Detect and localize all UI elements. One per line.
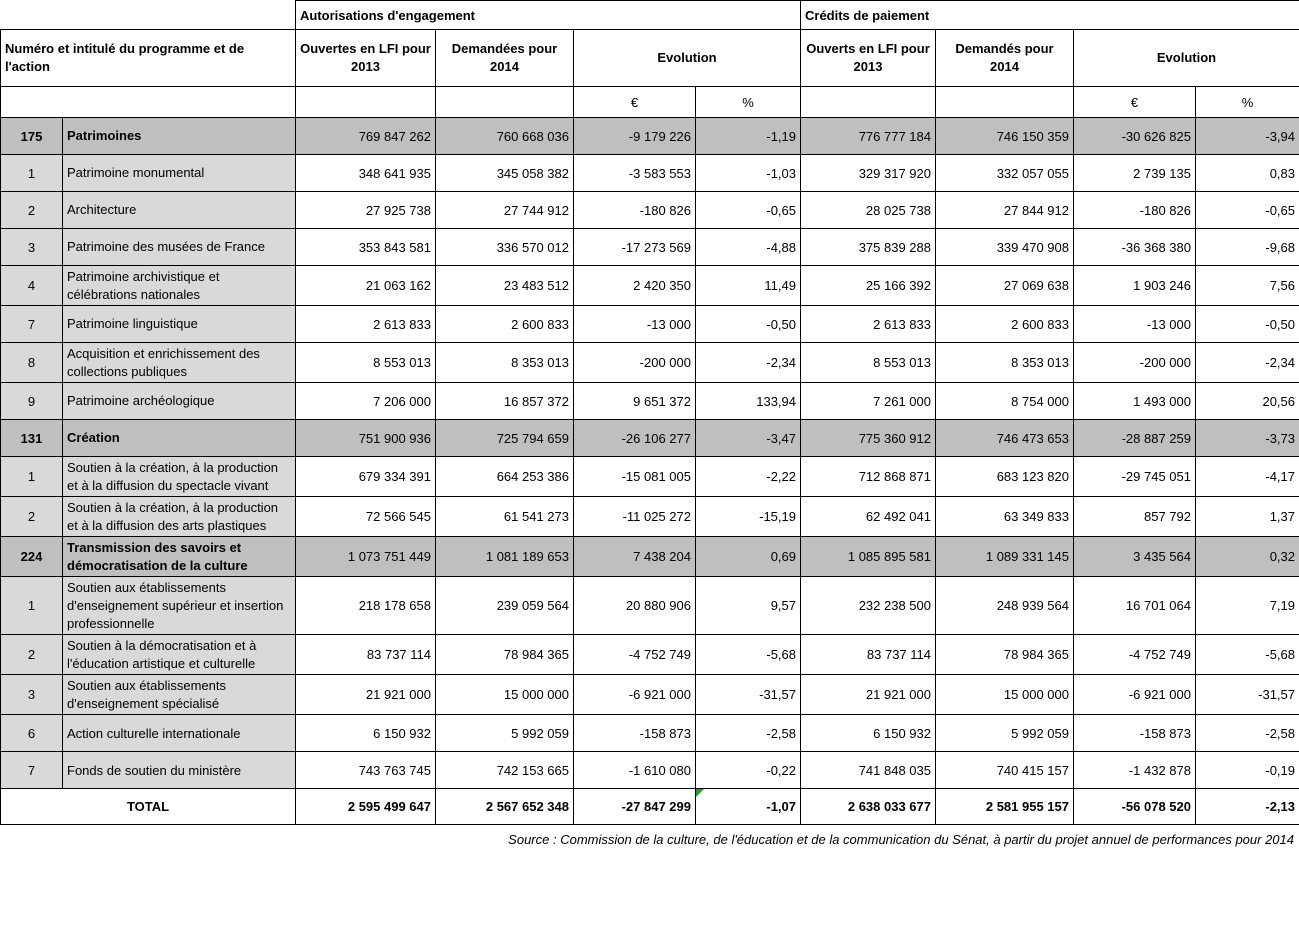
cp-evolution-euro: -1 432 878	[1074, 752, 1196, 789]
cp-evolution-percent: -0,19	[1196, 752, 1299, 789]
ae-demanded-2014: 23 483 512	[436, 266, 574, 306]
action-row	[1, 635, 1299, 675]
cp-evolution-euro: -180 826	[1074, 192, 1196, 229]
header-group-row	[1, 1, 1299, 30]
table-body	[1, 118, 1299, 789]
row-label: Soutien à la création, à la production et à la diffusion des arts plastiques	[63, 497, 296, 537]
ae-lfi-2013: 679 334 391	[296, 457, 436, 497]
ae-percent-header: %	[696, 87, 801, 118]
cp-lfi-header: Ouverts en LFI pour 2013	[801, 30, 936, 87]
ae-evolution-euro: -9 179 226	[574, 118, 696, 155]
row-label: Fonds de soutien du ministère	[63, 752, 296, 789]
action-row	[1, 752, 1299, 789]
ae-lfi-2013: 6 150 932	[296, 715, 436, 752]
ae-lfi-2013: 218 178 658	[296, 577, 436, 635]
row-label: Architecture	[63, 192, 296, 229]
cp-demanded-2014: 2 600 833	[936, 306, 1074, 343]
ae-evolution-euro: -4 752 749	[574, 635, 696, 675]
row-number: 7	[1, 306, 63, 343]
program-row	[1, 420, 1299, 457]
row-number: 9	[1, 383, 63, 420]
action-row	[1, 155, 1299, 192]
action-row	[1, 715, 1299, 752]
ae-demanded-2014: 27 744 912	[436, 192, 574, 229]
header-spacer	[1, 87, 296, 118]
ae-lfi-2013: 1 073 751 449	[296, 537, 436, 577]
cp-evolution-percent: 7,56	[1196, 266, 1299, 306]
header-units-row	[1, 87, 1299, 118]
header-spacer	[296, 87, 436, 118]
cp-evolution-euro: -30 626 825	[1074, 118, 1196, 155]
row-label: Acquisition et enrichissement des collections publiques	[63, 343, 296, 383]
ae-evolution-percent: 9,57	[696, 577, 801, 635]
cp-lfi-2013: 329 317 920	[801, 155, 936, 192]
cp-demanded-2014: 248 939 564	[936, 577, 1074, 635]
row-label: Patrimoine linguistique	[63, 306, 296, 343]
row-number: 2	[1, 497, 63, 537]
header-spacer	[801, 87, 936, 118]
row-number: 1	[1, 577, 63, 635]
action-row	[1, 675, 1299, 715]
row-number: 7	[1, 752, 63, 789]
program-row	[1, 118, 1299, 155]
ae-lfi-2013: 2 613 833	[296, 306, 436, 343]
cp-demanded-2014: 27 844 912	[936, 192, 1074, 229]
cp-evolution-percent: -0,65	[1196, 192, 1299, 229]
program-row	[1, 537, 1299, 577]
header-spacer	[936, 87, 1074, 118]
action-row	[1, 192, 1299, 229]
cp-demanded-2014: 27 069 638	[936, 266, 1074, 306]
cp-lfi-2013: 8 553 013	[801, 343, 936, 383]
ae-evolution-percent: -4,88	[696, 229, 801, 266]
ae-evolution-euro: -15 081 005	[574, 457, 696, 497]
total-cp-evolution-euro: -56 078 520	[1074, 789, 1196, 825]
row-label: Transmission des savoirs et démocratisation de la culture	[63, 537, 296, 577]
ae-evolution-percent: -5,68	[696, 635, 801, 675]
cp-lfi-2013: 25 166 392	[801, 266, 936, 306]
ae-evolution-euro: -180 826	[574, 192, 696, 229]
ae-evolution-euro: -200 000	[574, 343, 696, 383]
action-row	[1, 266, 1299, 306]
ae-evolution-euro: 9 651 372	[574, 383, 696, 420]
ae-lfi-2013: 21 921 000	[296, 675, 436, 715]
ae-evolution-euro: -13 000	[574, 306, 696, 343]
cp-evolution-euro: -28 887 259	[1074, 420, 1196, 457]
cp-demanded-2014: 1 089 331 145	[936, 537, 1074, 577]
ae-evolution-euro: 7 438 204	[574, 537, 696, 577]
total-ae-lfi-2013: 2 595 499 647	[296, 789, 436, 825]
row-number: 3	[1, 229, 63, 266]
cp-demanded-2014: 746 150 359	[936, 118, 1074, 155]
row-label: Action culturelle internationale	[63, 715, 296, 752]
cp-demanded-header: Demandés pour 2014	[936, 30, 1074, 87]
cp-demanded-2014: 8 353 013	[936, 343, 1074, 383]
ae-demanded-2014: 239 059 564	[436, 577, 574, 635]
ae-evolution-euro: -26 106 277	[574, 420, 696, 457]
cp-evolution-percent: 0,83	[1196, 155, 1299, 192]
cp-demanded-2014: 78 984 365	[936, 635, 1074, 675]
header-spacer	[436, 87, 574, 118]
row-number: 3	[1, 675, 63, 715]
header-columns-row	[1, 30, 1299, 87]
source-note: Source : Commission de la culture, de l'éducation et de la communication du Sénat, à partir du projet annuel de performances pour 2014	[508, 832, 1294, 848]
total-ae-evolution-percent-value: -1,07	[766, 799, 796, 815]
action-row	[1, 497, 1299, 537]
cp-lfi-2013: 712 868 871	[801, 457, 936, 497]
cp-lfi-2013: 1 085 895 581	[801, 537, 936, 577]
ae-demanded-2014: 8 353 013	[436, 343, 574, 383]
ae-evolution-euro: -3 583 553	[574, 155, 696, 192]
cp-evolution-euro: -6 921 000	[1074, 675, 1196, 715]
row-label: Patrimoine monumental	[63, 155, 296, 192]
action-row	[1, 383, 1299, 420]
ae-demanded-2014: 1 081 189 653	[436, 537, 574, 577]
row-label: Soutien aux établissements d'enseignement supérieur et insertion professionnelle	[63, 577, 296, 635]
cp-evolution-euro: 2 739 135	[1074, 155, 1196, 192]
ae-lfi-2013: 21 063 162	[296, 266, 436, 306]
ae-evolution-percent: -31,57	[696, 675, 801, 715]
cp-lfi-2013: 2 613 833	[801, 306, 936, 343]
cp-evolution-euro: 3 435 564	[1074, 537, 1196, 577]
cp-evolution-euro: 16 701 064	[1074, 577, 1196, 635]
ae-evolution-euro: -1 610 080	[574, 752, 696, 789]
cp-evolution-euro: -13 000	[1074, 306, 1196, 343]
row-number: 4	[1, 266, 63, 306]
cp-evolution-percent: -31,57	[1196, 675, 1299, 715]
row-number: 6	[1, 715, 63, 752]
ae-evolution-euro: -17 273 569	[574, 229, 696, 266]
row-label: Création	[63, 420, 296, 457]
action-row	[1, 457, 1299, 497]
ae-demanded-header: Demandées pour 2014	[436, 30, 574, 87]
cp-evolution-percent: -0,50	[1196, 306, 1299, 343]
cp-lfi-2013: 28 025 738	[801, 192, 936, 229]
cp-demanded-2014: 63 349 833	[936, 497, 1074, 537]
ae-demanded-2014: 2 600 833	[436, 306, 574, 343]
cp-lfi-2013: 775 360 912	[801, 420, 936, 457]
ae-lfi-2013: 83 737 114	[296, 635, 436, 675]
row-label: Soutien aux établissements d'enseignement spécialisé	[63, 675, 296, 715]
row-label: Patrimoines	[63, 118, 296, 155]
row-number: 131	[1, 420, 63, 457]
cp-lfi-2013: 21 921 000	[801, 675, 936, 715]
row-number: 1	[1, 155, 63, 192]
cp-evolution-percent: -2,58	[1196, 715, 1299, 752]
total-row	[1, 789, 1299, 825]
ae-evolution-percent: -0,50	[696, 306, 801, 343]
total-cp-demanded-2014: 2 581 955 157	[936, 789, 1074, 825]
row-label: Soutien à la création, à la production et à la diffusion du spectacle vivant	[63, 457, 296, 497]
ae-evolution-euro: -11 025 272	[574, 497, 696, 537]
ae-evolution-percent: -1,03	[696, 155, 801, 192]
ae-evolution-percent: 11,49	[696, 266, 801, 306]
ae-evolution-percent: -0,65	[696, 192, 801, 229]
cp-demanded-2014: 332 057 055	[936, 155, 1074, 192]
row-number: 1	[1, 457, 63, 497]
cp-lfi-2013: 232 238 500	[801, 577, 936, 635]
comment-marker-icon	[696, 789, 704, 797]
total-ae-demanded-2014: 2 567 652 348	[436, 789, 574, 825]
cp-lfi-2013: 776 777 184	[801, 118, 936, 155]
cp-evolution-euro: 857 792	[1074, 497, 1196, 537]
ae-lfi-2013: 7 206 000	[296, 383, 436, 420]
cp-evolution-percent: -4,17	[1196, 457, 1299, 497]
cp-evolution-percent: -5,68	[1196, 635, 1299, 675]
action-row	[1, 577, 1299, 635]
cp-evolution-euro: -200 000	[1074, 343, 1196, 383]
action-row	[1, 343, 1299, 383]
cp-evolution-euro: -36 368 380	[1074, 229, 1196, 266]
ae-lfi-2013: 348 641 935	[296, 155, 436, 192]
row-label: Soutien à la démocratisation et à l'éducation artistique et culturelle	[63, 635, 296, 675]
ae-evolution-percent: -3,47	[696, 420, 801, 457]
ae-lfi-2013: 751 900 936	[296, 420, 436, 457]
ae-evolution-euro: -6 921 000	[574, 675, 696, 715]
ae-evolution-euro: 2 420 350	[574, 266, 696, 306]
cp-demanded-2014: 8 754 000	[936, 383, 1074, 420]
cp-lfi-2013: 375 839 288	[801, 229, 936, 266]
ae-demanded-2014: 61 541 273	[436, 497, 574, 537]
ae-lfi-2013: 8 553 013	[296, 343, 436, 383]
cp-lfi-2013: 7 261 000	[801, 383, 936, 420]
ae-demanded-2014: 336 570 012	[436, 229, 574, 266]
ae-demanded-2014: 725 794 659	[436, 420, 574, 457]
total-ae-evolution-percent	[696, 789, 801, 825]
action-row	[1, 229, 1299, 266]
total-ae-evolution-euro: -27 847 299	[574, 789, 696, 825]
cp-evolution-percent: 20,56	[1196, 383, 1299, 420]
cp-evolution-percent: 1,37	[1196, 497, 1299, 537]
row-number: 2	[1, 192, 63, 229]
total-cp-lfi-2013: 2 638 033 677	[801, 789, 936, 825]
cp-evolution-percent: 0,32	[1196, 537, 1299, 577]
cp-percent-header: %	[1196, 87, 1299, 118]
ae-evolution-euro: 20 880 906	[574, 577, 696, 635]
ae-demanded-2014: 742 153 665	[436, 752, 574, 789]
cp-evolution-percent: -9,68	[1196, 229, 1299, 266]
cp-demanded-2014: 339 470 908	[936, 229, 1074, 266]
cp-lfi-2013: 83 737 114	[801, 635, 936, 675]
cp-evolution-euro: 1 903 246	[1074, 266, 1196, 306]
cp-demanded-2014: 5 992 059	[936, 715, 1074, 752]
cp-demanded-2014: 746 473 653	[936, 420, 1074, 457]
ae-evolution-percent: -2,22	[696, 457, 801, 497]
ae-demanded-2014: 78 984 365	[436, 635, 574, 675]
ae-demanded-2014: 760 668 036	[436, 118, 574, 155]
row-label: Patrimoine archivistique et célébrations nationales	[63, 266, 296, 306]
ae-demanded-2014: 345 058 382	[436, 155, 574, 192]
row-number: 2	[1, 635, 63, 675]
ae-evolution-percent: -2,58	[696, 715, 801, 752]
ae-lfi-2013: 27 925 738	[296, 192, 436, 229]
row-number: 224	[1, 537, 63, 577]
action-row	[1, 306, 1299, 343]
ae-evolution-euro: -158 873	[574, 715, 696, 752]
row-number: 8	[1, 343, 63, 383]
cp-evolution-percent: -3,94	[1196, 118, 1299, 155]
ae-lfi-header: Ouvertes en LFI pour 2013	[296, 30, 436, 87]
cp-demanded-2014: 683 123 820	[936, 457, 1074, 497]
total-label: TOTAL	[1, 789, 296, 825]
cp-evolution-euro: 1 493 000	[1074, 383, 1196, 420]
cp-evolution-euro: -158 873	[1074, 715, 1196, 752]
table-corner-gap	[1, 1, 296, 30]
cp-evolution-percent: -3,73	[1196, 420, 1299, 457]
cp-lfi-2013: 62 492 041	[801, 497, 936, 537]
cp-evolution-euro: -29 745 051	[1074, 457, 1196, 497]
ae-evolution-percent: -15,19	[696, 497, 801, 537]
cp-demanded-2014: 15 000 000	[936, 675, 1074, 715]
ae-demanded-2014: 5 992 059	[436, 715, 574, 752]
cp-group-header: Crédits de paiement	[801, 1, 1299, 30]
ae-demanded-2014: 16 857 372	[436, 383, 574, 420]
ae-lfi-2013: 72 566 545	[296, 497, 436, 537]
cp-lfi-2013: 741 848 035	[801, 752, 936, 789]
ae-evolution-percent: -1,19	[696, 118, 801, 155]
ae-evolution-percent: -0,22	[696, 752, 801, 789]
cp-evolution-percent: 7,19	[1196, 577, 1299, 635]
ae-demanded-2014: 15 000 000	[436, 675, 574, 715]
cp-demanded-2014: 740 415 157	[936, 752, 1074, 789]
program-column-header: Numéro et intitulé du programme et de l'action	[1, 30, 296, 87]
ae-lfi-2013: 769 847 262	[296, 118, 436, 155]
ae-evolution-percent: -2,34	[696, 343, 801, 383]
ae-evolution-percent: 0,69	[696, 537, 801, 577]
ae-lfi-2013: 743 763 745	[296, 752, 436, 789]
cp-evolution-percent: -2,34	[1196, 343, 1299, 383]
cp-lfi-2013: 6 150 932	[801, 715, 936, 752]
ae-lfi-2013: 353 843 581	[296, 229, 436, 266]
total-cp-evolution-percent: -2,13	[1196, 789, 1299, 825]
row-number: 175	[1, 118, 63, 155]
cp-evolution-header: Evolution	[1074, 30, 1299, 87]
ae-euro-header: €	[574, 87, 696, 118]
row-label: Patrimoine archéologique	[63, 383, 296, 420]
ae-group-header: Autorisations d'engagement	[296, 1, 801, 30]
cp-euro-header: €	[1074, 87, 1196, 118]
ae-evolution-percent: 133,94	[696, 383, 801, 420]
cp-evolution-euro: -4 752 749	[1074, 635, 1196, 675]
row-label: Patrimoine des musées de France	[63, 229, 296, 266]
ae-demanded-2014: 664 253 386	[436, 457, 574, 497]
ae-evolution-header: Evolution	[574, 30, 801, 87]
